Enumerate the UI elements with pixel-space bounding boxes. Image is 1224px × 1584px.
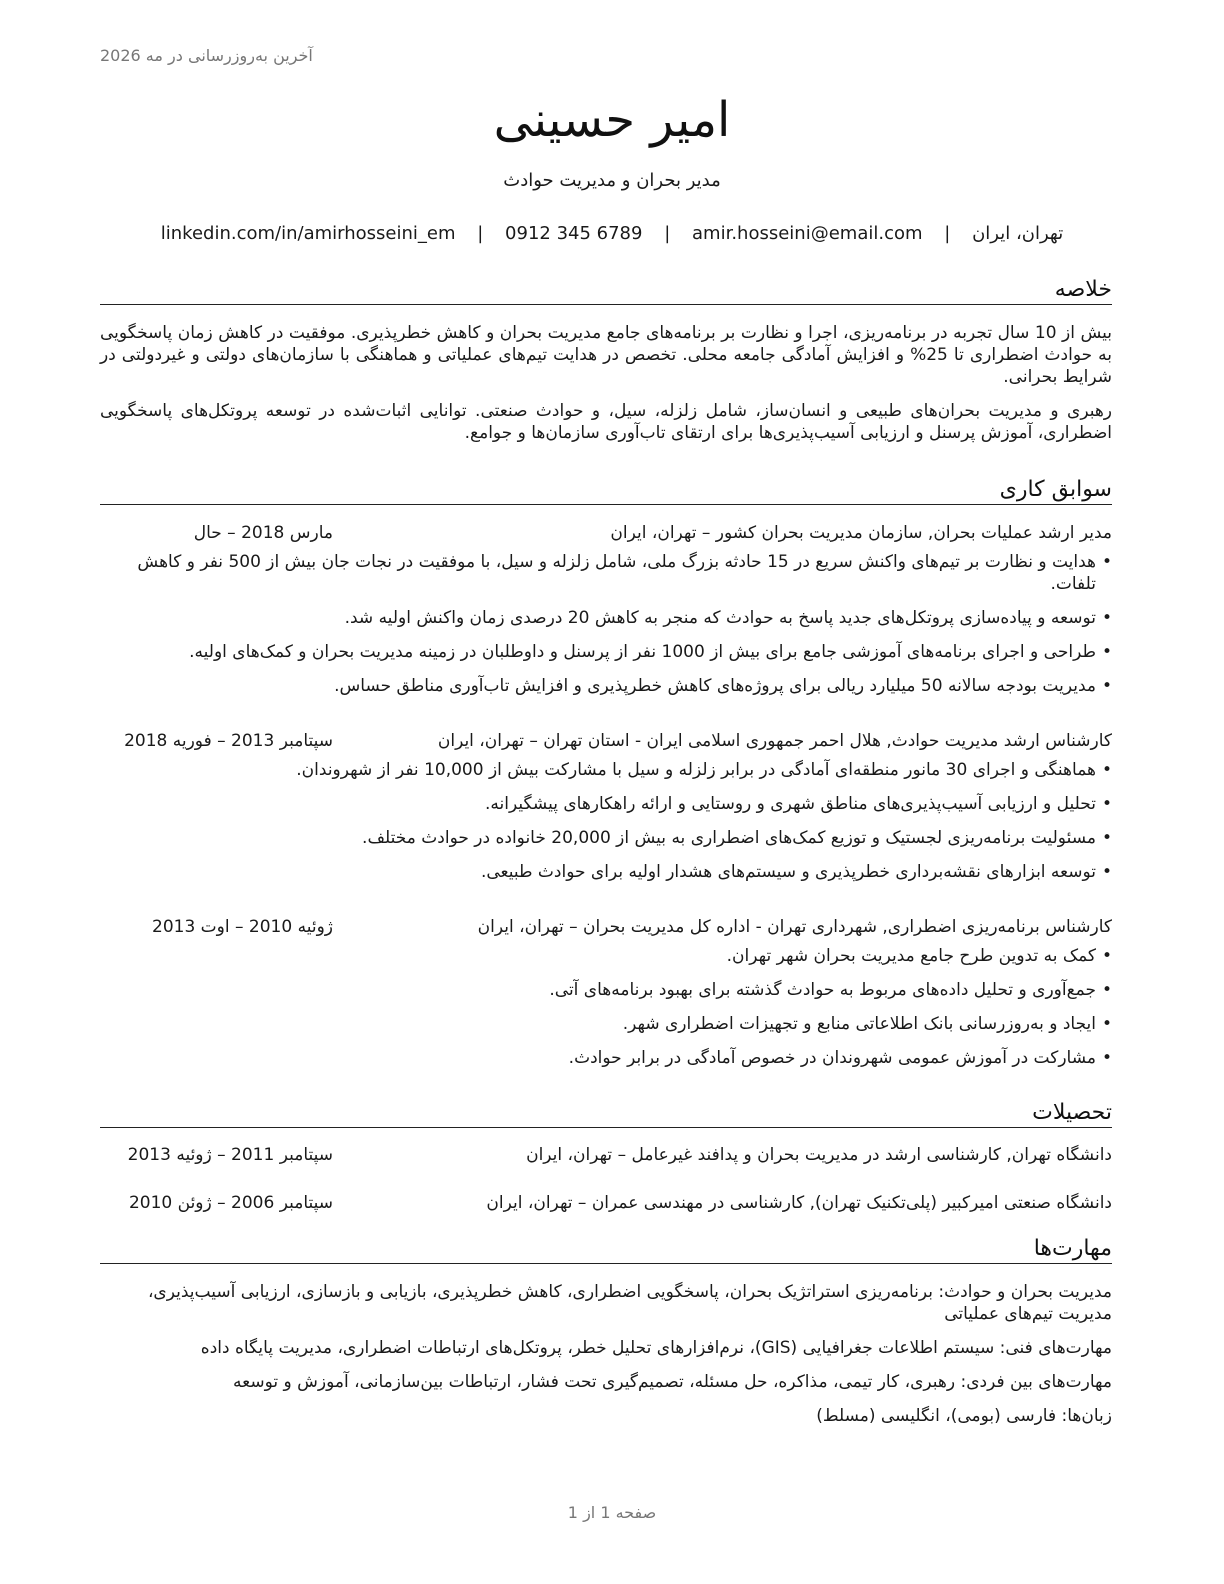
skill-line: زبان‌ها: فارسی (بومی)، انگلیسی (مسلط)	[816, 1406, 1112, 1426]
job-entry	[100, 729, 1112, 883]
summary-paragraph: رهبری و مدیریت بحران‌های طبیعی و انسان‌ساز، شامل زلزله، سیل، و حوادث صنعتی. توانایی اثبات‌شده در توسعه پروتکل‌های پاسخگویی اضطراری، آموزش پرسنل و ارزیابی آسیب‌پذیری‌ها برای ارتقای تاب‌آوری سازمان‌ها و جوامع.	[100, 401, 1112, 443]
skill-line: مهارت‌های بین فردی: رهبری، کار تیمی، مذاکره، حل مسئله، تصمیم‌گیری تحت فشار، ارتباطات بین‌سازمانی، آموزش و توسعه	[233, 1372, 1112, 1392]
contact-separator: |	[944, 223, 951, 244]
skill-line: مدیریت بحران و حوادث: برنامه‌ریزی استراتژیک بحران، پاسخگویی اضطراری، کاهش خطرپذیری، بازیابی و بازسازی، ارزیابی آسیب‌پذیری، مدیریت تیم‌های عملیاتی	[147, 1282, 1112, 1324]
job-bullet: • مسئولیت برنامه‌ریزی لجستیک و توزیع کمک‌های اضطراری به بیش از 20,000 خانواده در حوادث مختلف.	[100, 827, 1112, 849]
job-bullet: • جمع‌آوری و تحلیل داده‌های مربوط به حوادث گذشته برای بهبود برنامه‌های آتی.	[100, 979, 1112, 1001]
contact-phone[interactable]: 0912 345 6789	[505, 223, 643, 244]
section-heading-experience: سوابق کاری	[100, 477, 1112, 505]
education-section	[100, 1100, 1112, 1215]
last-updated: آخرین به‌روزرسانی در مه 2026	[100, 46, 313, 65]
job-bullet: • توسعه ابزارهای نقشه‌برداری خطرپذیری و سیستم‌های هشدار اولیه برای حوادث طبیعی.	[100, 861, 1112, 883]
summary-section	[100, 277, 1112, 444]
job-bullet: • کمک به تدوین طرح جامع مدیریت بحران شهر تهران.	[100, 945, 1112, 967]
skills-section	[100, 1236, 1112, 1427]
job-bullet: • ایجاد و به‌روزرسانی بانک اطلاعاتی منابع و تجهیزات اضطراری شهر.	[100, 1013, 1112, 1035]
education-degree: دانشگاه تهران, کارشناسی ارشد در مدیریت بحران و پدافند غیرعامل – تهران، ایران	[526, 1145, 1112, 1165]
education-entry	[100, 1143, 1112, 1167]
contact-line	[0, 223, 1224, 244]
job-role: کارشناس ارشد مدیریت حوادث, هلال احمر جمهوری اسلامی ایران - استان تهران – تهران، ایران	[437, 731, 1112, 751]
contact-separator: |	[664, 223, 671, 244]
person-name: امیر حسینی	[493, 92, 731, 148]
job-bullet: • طراحی و اجرای برنامه‌های آموزشی جامع برای بیش از 1000 نفر از پرسنل و داوطلبان در زمینه مدیریت بحران و کمک‌های اولیه.	[100, 641, 1112, 663]
job-role: مدیر ارشد عملیات بحران, سازمان مدیریت بحران کشور – تهران، ایران	[610, 523, 1112, 543]
summary-paragraph: بیش از 10 سال تجربه در برنامه‌ریزی، اجرا و نظارت بر برنامه‌های جامع مدیریت بحران و کاهش خطرپذیری. موفقیت در کاهش زمان پاسخگویی به حوادث اضطراری تا 25% و افزایش آمادگی جامعه محلی. تخصص در هدایت تیم‌های عملیاتی و هماهنگی با سازمان‌های دولتی و غیردولتی در شرایط بحرانی.	[100, 323, 1112, 387]
job-dates: مارس 2018 – حال	[193, 523, 333, 543]
job-entry	[100, 915, 1112, 1069]
contact-email[interactable]: amir.hosseini@email.com	[692, 223, 923, 244]
experience-section	[100, 477, 1112, 1069]
education-dates: سپتامبر 2006 – ژوئن 2010	[128, 1193, 333, 1213]
contact-separator: |	[477, 223, 484, 244]
job-bullet: • توسعه و پیاده‌سازی پروتکل‌های جدید پاسخ به حوادث که منجر به کاهش 20 درصدی زمان واکنش اولیه شد.	[100, 607, 1112, 629]
page-number: صفحه 1 از 1	[567, 1503, 657, 1522]
job-bullet: • هماهنگی و اجرای 30 مانور منطقه‌ای آمادگی در برابر زلزله و سیل با مشارکت بیش از 10,000 نفر از شهروندان.	[100, 759, 1112, 781]
job-bullet: • مدیریت بودجه سالانه 50 میلیارد ریالی برای پروژه‌های کاهش خطرپذیری و افزایش تاب‌آوری مناطق حساس.	[100, 675, 1112, 697]
education-dates: سپتامبر 2011 – ژوئیه 2013	[127, 1145, 333, 1165]
education-entry	[100, 1191, 1112, 1215]
job-title: مدیر بحران و مدیریت حوادث	[503, 170, 721, 191]
job-dates: سپتامبر 2013 – فوریه 2018	[124, 731, 333, 751]
contact-location: تهران، ایران	[972, 223, 1064, 244]
skill-line: مهارت‌های فنی: سیستم اطلاعات جغرافیایی (GIS)، نرم‌افزارهای تحلیل خطر، پروتکل‌های ارتباطات اضطراری، مدیریت پایگاه داده	[200, 1338, 1112, 1358]
job-role: کارشناس برنامه‌ریزی اضطراری, شهرداری تهران - اداره کل مدیریت بحران – تهران، ایران	[477, 917, 1112, 937]
section-heading-summary: خلاصه	[100, 277, 1112, 305]
job-entry	[100, 521, 1112, 697]
job-dates: ژوئیه 2010 – اوت 2013	[152, 917, 333, 937]
job-bullet: • تحلیل و ارزیابی آسیب‌پذیری‌های مناطق شهری و روستایی و ارائه راهکارهای پیشگیرانه.	[100, 793, 1112, 815]
section-heading-education: تحصیلات	[100, 1100, 1112, 1128]
job-bullet: • هدایت و نظارت بر تیم‌های واکنش سریع در 15 حادثه بزرگ ملی، شامل زلزله و سیل، با موفقیت در نجات جان بیش از 500 نفر و کاهش تلفات.	[100, 551, 1112, 595]
contact-linkedin[interactable]: linkedin.com/in/amirhosseini_em	[160, 223, 456, 244]
education-degree: دانشگاه صنعتی امیرکبیر (پلی‌تکنیک تهران), کارشناسی در مهندسی عمران – تهران، ایران	[486, 1193, 1112, 1213]
section-heading-skills: مهارت‌ها	[100, 1236, 1112, 1264]
job-bullet: • مشارکت در آموزش عمومی شهروندان در خصوص آمادگی در برابر حوادث.	[100, 1047, 1112, 1069]
